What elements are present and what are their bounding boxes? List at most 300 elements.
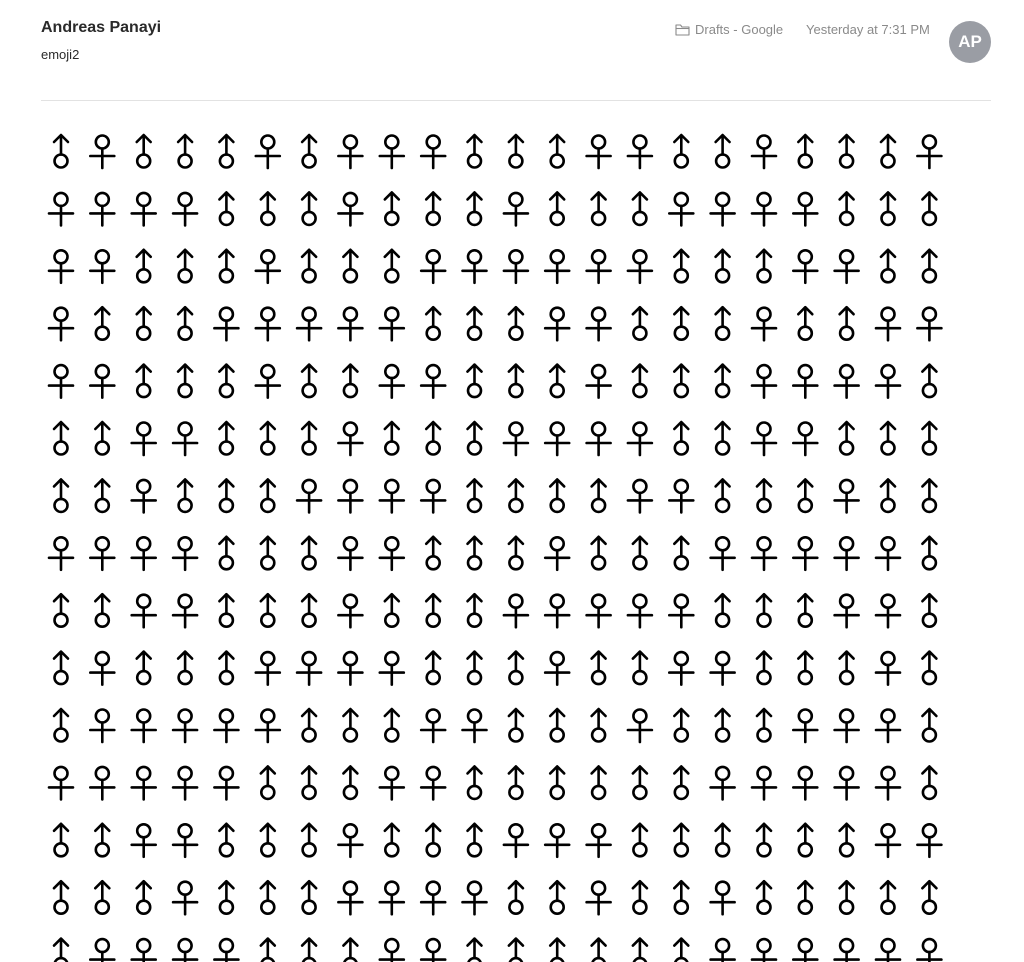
female-sign-icon [338, 480, 362, 513]
female-sign-icon [256, 136, 280, 169]
female-sign-icon [545, 595, 569, 628]
male-sign-icon [302, 537, 316, 570]
female-sign-icon [90, 652, 114, 685]
male-sign-icon [757, 594, 771, 627]
female-sign-icon [90, 250, 114, 282]
female-sign-icon [421, 710, 445, 743]
male-sign-icon [633, 307, 647, 340]
female-sign-icon [132, 595, 156, 628]
female-sign-icon [711, 537, 735, 570]
male-sign-icon [633, 881, 647, 914]
female-sign-icon [173, 595, 197, 628]
male-sign-icon [137, 135, 151, 168]
female-sign-icon [669, 652, 693, 685]
female-sign-icon [90, 136, 114, 169]
male-sign-icon [302, 881, 316, 914]
female-sign-icon [752, 365, 776, 398]
female-sign-icon [132, 537, 156, 570]
male-sign-icon [54, 652, 68, 685]
male-sign-icon [550, 881, 564, 914]
female-sign-icon [297, 308, 321, 341]
female-sign-icon [49, 767, 73, 800]
male-sign-icon [54, 135, 68, 168]
male-sign-icon [219, 192, 233, 225]
male-sign-icon [468, 479, 482, 512]
female-sign-icon [380, 939, 404, 962]
male-sign-icon [592, 652, 606, 685]
female-sign-icon [90, 537, 114, 570]
male-sign-icon [385, 824, 399, 857]
female-sign-icon [835, 710, 859, 743]
male-sign-icon [881, 881, 895, 914]
female-sign-icon [338, 423, 362, 456]
male-sign-icon [881, 422, 895, 455]
female-sign-icon [338, 193, 362, 226]
male-sign-icon [468, 766, 482, 799]
female-sign-icon [711, 193, 735, 226]
female-sign-icon [256, 308, 280, 341]
female-sign-icon [380, 652, 404, 685]
male-sign-icon [674, 365, 688, 398]
male-sign-icon [509, 652, 523, 685]
male-sign-icon [922, 881, 936, 914]
female-sign-icon [132, 824, 156, 857]
male-sign-icon [302, 365, 316, 398]
male-sign-icon [798, 135, 812, 168]
male-sign-icon [550, 479, 564, 512]
male-sign-icon [343, 939, 357, 962]
male-sign-icon [54, 939, 68, 962]
female-sign-icon [338, 308, 362, 341]
male-sign-icon [592, 709, 606, 742]
male-sign-icon [261, 422, 275, 455]
male-sign-icon [716, 709, 730, 742]
male-sign-icon [137, 307, 151, 340]
male-sign-icon [840, 652, 854, 685]
male-sign-icon [716, 824, 730, 857]
male-sign-icon [302, 824, 316, 857]
male-sign-icon [840, 307, 854, 340]
male-sign-icon [178, 365, 192, 398]
male-sign-icon [509, 881, 523, 914]
male-sign-icon [716, 422, 730, 455]
male-sign-icon [716, 594, 730, 627]
male-sign-icon [674, 824, 688, 857]
male-sign-icon [95, 307, 109, 340]
female-sign-icon [876, 308, 900, 341]
male-sign-icon [302, 192, 316, 225]
male-sign-icon [54, 479, 68, 512]
male-sign-icon [881, 479, 895, 512]
female-sign-icon [132, 767, 156, 800]
male-sign-icon [95, 594, 109, 627]
male-sign-icon [509, 479, 523, 512]
female-sign-icon [587, 882, 611, 915]
female-sign-icon [173, 423, 197, 456]
male-sign-icon [674, 537, 688, 570]
male-sign-icon [54, 881, 68, 914]
female-sign-icon [835, 480, 859, 513]
male-sign-icon [426, 422, 440, 455]
female-sign-icon [214, 308, 238, 341]
female-sign-icon [338, 537, 362, 570]
female-sign-icon [917, 939, 941, 962]
male-sign-icon [509, 939, 523, 962]
female-sign-icon [421, 250, 445, 282]
male-sign-icon [302, 250, 316, 282]
female-sign-icon [752, 136, 776, 169]
symbol-grid [0, 101, 1024, 962]
male-sign-icon [633, 766, 647, 799]
male-sign-icon [261, 939, 275, 962]
male-sign-icon [550, 135, 564, 168]
female-sign-icon [421, 480, 445, 513]
male-sign-icon [840, 422, 854, 455]
male-sign-icon [385, 709, 399, 742]
male-sign-icon [219, 594, 233, 627]
female-sign-icon [876, 652, 900, 685]
female-sign-icon [256, 652, 280, 685]
male-sign-icon [550, 766, 564, 799]
female-sign-icon [421, 882, 445, 915]
female-sign-icon [49, 365, 73, 398]
male-sign-icon [302, 766, 316, 799]
male-sign-icon [592, 192, 606, 225]
male-sign-icon [674, 766, 688, 799]
male-sign-icon [840, 192, 854, 225]
male-sign-icon [716, 250, 730, 282]
female-sign-icon [256, 710, 280, 743]
female-sign-icon [421, 939, 445, 962]
female-sign-icon [173, 939, 197, 962]
male-sign-icon [468, 939, 482, 962]
message-body [0, 101, 1024, 962]
male-sign-icon [95, 422, 109, 455]
male-sign-icon [178, 652, 192, 685]
female-sign-icon [793, 193, 817, 226]
male-sign-icon [674, 422, 688, 455]
male-sign-icon [302, 594, 316, 627]
female-sign-icon [793, 767, 817, 800]
female-sign-icon [669, 595, 693, 628]
female-sign-icon [380, 136, 404, 169]
male-sign-icon [592, 939, 606, 962]
male-sign-icon [261, 479, 275, 512]
female-sign-icon [835, 365, 859, 398]
male-sign-icon [840, 881, 854, 914]
female-sign-icon [380, 365, 404, 398]
male-sign-icon [385, 192, 399, 225]
message-timestamp: Yesterday at 7:31 PM [806, 22, 930, 37]
male-sign-icon [922, 250, 936, 282]
male-sign-icon [881, 250, 895, 282]
male-sign-icon [426, 537, 440, 570]
male-sign-icon [468, 652, 482, 685]
male-sign-icon [757, 479, 771, 512]
mailbox-folder[interactable] [675, 22, 783, 37]
female-sign-icon [214, 710, 238, 743]
male-sign-icon [219, 250, 233, 282]
male-sign-icon [922, 422, 936, 455]
male-sign-icon [426, 594, 440, 627]
male-sign-icon [674, 135, 688, 168]
male-sign-icon [261, 192, 275, 225]
female-sign-icon [876, 767, 900, 800]
male-sign-icon [137, 881, 151, 914]
female-sign-icon [711, 882, 735, 915]
message-subject: emoji2 [41, 47, 80, 62]
male-sign-icon [509, 135, 523, 168]
female-sign-icon [711, 939, 735, 962]
male-sign-icon [137, 250, 151, 282]
female-sign-icon [793, 365, 817, 398]
female-sign-icon [752, 767, 776, 800]
female-sign-icon [545, 824, 569, 857]
male-sign-icon [716, 365, 730, 398]
female-sign-icon [132, 480, 156, 513]
male-sign-icon [468, 365, 482, 398]
male-sign-icon [633, 365, 647, 398]
male-sign-icon [426, 652, 440, 685]
male-sign-icon [633, 939, 647, 962]
female-sign-icon [297, 652, 321, 685]
male-sign-icon [468, 135, 482, 168]
male-sign-icon [302, 709, 316, 742]
male-sign-icon [178, 135, 192, 168]
female-sign-icon [173, 767, 197, 800]
male-sign-icon [922, 365, 936, 398]
female-sign-icon [876, 824, 900, 857]
male-sign-icon [219, 422, 233, 455]
male-sign-icon [219, 537, 233, 570]
male-sign-icon [633, 192, 647, 225]
female-sign-icon [752, 423, 776, 456]
male-sign-icon [674, 709, 688, 742]
female-sign-icon [587, 824, 611, 857]
female-sign-icon [752, 939, 776, 962]
female-sign-icon [545, 250, 569, 282]
male-sign-icon [509, 766, 523, 799]
male-sign-icon [468, 307, 482, 340]
female-sign-icon [835, 939, 859, 962]
male-sign-icon [633, 652, 647, 685]
female-sign-icon [380, 308, 404, 341]
female-sign-icon [835, 537, 859, 570]
female-sign-icon [628, 250, 652, 282]
male-sign-icon [798, 594, 812, 627]
male-sign-icon [798, 307, 812, 340]
female-sign-icon [628, 480, 652, 513]
male-sign-icon [798, 881, 812, 914]
female-sign-icon [876, 365, 900, 398]
female-sign-icon [587, 365, 611, 398]
female-sign-icon [338, 824, 362, 857]
female-sign-icon [504, 193, 528, 226]
female-sign-icon [669, 193, 693, 226]
female-sign-icon [587, 136, 611, 169]
male-sign-icon [757, 824, 771, 857]
male-sign-icon [343, 709, 357, 742]
female-sign-icon [90, 939, 114, 962]
female-sign-icon [876, 537, 900, 570]
female-sign-icon [504, 423, 528, 456]
male-sign-icon [922, 766, 936, 799]
male-sign-icon [178, 479, 192, 512]
female-sign-icon [835, 595, 859, 628]
female-sign-icon [49, 193, 73, 226]
female-sign-icon [504, 824, 528, 857]
male-sign-icon [798, 824, 812, 857]
female-sign-icon [917, 308, 941, 341]
female-sign-icon [504, 250, 528, 282]
male-sign-icon [509, 537, 523, 570]
female-sign-icon [90, 710, 114, 743]
male-sign-icon [509, 365, 523, 398]
folder-label: Drafts - Google [695, 22, 784, 37]
female-sign-icon [917, 136, 941, 169]
male-sign-icon [840, 824, 854, 857]
male-sign-icon [468, 537, 482, 570]
male-sign-icon [178, 307, 192, 340]
female-sign-icon [380, 767, 404, 800]
male-sign-icon [633, 824, 647, 857]
male-sign-icon [95, 824, 109, 857]
female-sign-icon [132, 939, 156, 962]
female-sign-icon [90, 767, 114, 800]
male-sign-icon [219, 365, 233, 398]
female-sign-icon [545, 308, 569, 341]
male-sign-icon [881, 135, 895, 168]
male-sign-icon [468, 192, 482, 225]
male-sign-icon [674, 307, 688, 340]
male-sign-icon [592, 537, 606, 570]
male-sign-icon [468, 422, 482, 455]
male-sign-icon [261, 537, 275, 570]
male-sign-icon [54, 422, 68, 455]
female-sign-icon [793, 939, 817, 962]
female-sign-icon [876, 595, 900, 628]
male-sign-icon [674, 881, 688, 914]
male-sign-icon [343, 250, 357, 282]
male-sign-icon [550, 365, 564, 398]
male-sign-icon [95, 479, 109, 512]
female-sign-icon [338, 882, 362, 915]
female-sign-icon [628, 423, 652, 456]
male-sign-icon [716, 307, 730, 340]
male-sign-icon [385, 250, 399, 282]
female-sign-icon [173, 537, 197, 570]
male-sign-icon [219, 824, 233, 857]
male-sign-icon [54, 709, 68, 742]
female-sign-icon [380, 480, 404, 513]
female-sign-icon [463, 710, 487, 743]
male-sign-icon [550, 709, 564, 742]
sender-name[interactable]: Andreas Panayi [41, 19, 162, 36]
male-sign-icon [219, 652, 233, 685]
male-sign-icon [426, 824, 440, 857]
female-sign-icon [49, 308, 73, 341]
avatar[interactable]: AP [949, 21, 991, 63]
female-sign-icon [132, 710, 156, 743]
male-sign-icon [343, 365, 357, 398]
male-sign-icon [922, 537, 936, 570]
female-sign-icon [793, 423, 817, 456]
female-sign-icon [463, 250, 487, 282]
male-sign-icon [302, 939, 316, 962]
female-sign-icon [587, 250, 611, 282]
female-sign-icon [90, 365, 114, 398]
male-sign-icon [426, 307, 440, 340]
female-sign-icon [90, 193, 114, 226]
male-sign-icon [343, 766, 357, 799]
male-sign-icon [922, 709, 936, 742]
male-sign-icon [261, 824, 275, 857]
male-sign-icon [922, 479, 936, 512]
female-sign-icon [380, 537, 404, 570]
female-sign-icon [793, 710, 817, 743]
male-sign-icon [219, 881, 233, 914]
male-sign-icon [261, 594, 275, 627]
female-sign-icon [876, 939, 900, 962]
female-sign-icon [338, 652, 362, 685]
female-sign-icon [587, 595, 611, 628]
female-sign-icon [876, 710, 900, 743]
male-sign-icon [54, 594, 68, 627]
female-sign-icon [628, 136, 652, 169]
male-sign-icon [219, 479, 233, 512]
male-sign-icon [95, 881, 109, 914]
male-sign-icon [798, 652, 812, 685]
female-sign-icon [752, 308, 776, 341]
female-sign-icon [711, 767, 735, 800]
male-sign-icon [922, 594, 936, 627]
male-sign-icon [716, 135, 730, 168]
male-sign-icon [509, 307, 523, 340]
female-sign-icon [173, 824, 197, 857]
female-sign-icon [793, 537, 817, 570]
male-sign-icon [716, 479, 730, 512]
female-sign-icon [752, 537, 776, 570]
female-sign-icon [504, 595, 528, 628]
female-sign-icon [835, 767, 859, 800]
female-sign-icon [752, 193, 776, 226]
male-sign-icon [509, 709, 523, 742]
male-sign-icon [674, 939, 688, 962]
female-sign-icon [711, 652, 735, 685]
female-sign-icon [214, 767, 238, 800]
male-sign-icon [54, 824, 68, 857]
female-sign-icon [545, 537, 569, 570]
male-sign-icon [137, 365, 151, 398]
female-sign-icon [380, 882, 404, 915]
male-sign-icon [757, 881, 771, 914]
female-sign-icon [173, 193, 197, 226]
male-sign-icon [468, 594, 482, 627]
female-sign-icon [545, 423, 569, 456]
male-sign-icon [922, 192, 936, 225]
female-sign-icon [587, 308, 611, 341]
male-sign-icon [550, 939, 564, 962]
male-sign-icon [757, 709, 771, 742]
female-sign-icon [256, 365, 280, 398]
male-sign-icon [219, 135, 233, 168]
female-sign-icon [338, 136, 362, 169]
female-sign-icon [793, 250, 817, 282]
male-sign-icon [798, 479, 812, 512]
female-sign-icon [49, 250, 73, 282]
female-sign-icon [214, 939, 238, 962]
female-sign-icon [132, 193, 156, 226]
